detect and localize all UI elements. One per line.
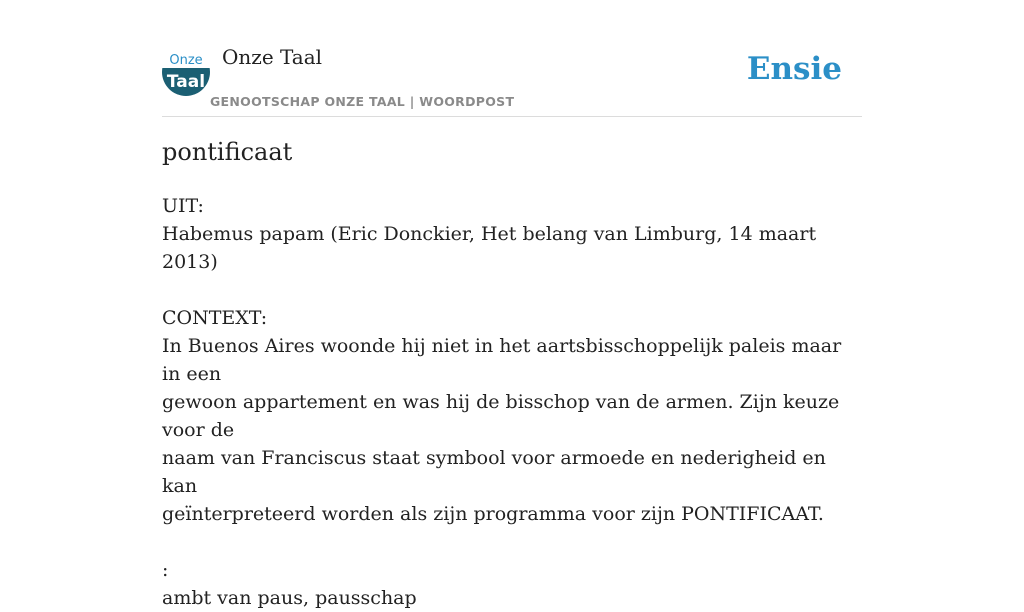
logo-text-bottom: Taal bbox=[166, 72, 206, 92]
context-label: CONTEXT: bbox=[162, 307, 268, 329]
entry-body bbox=[162, 192, 862, 612]
source-text: Habemus papam (Eric Donckier, Het belang van Limburg, 14 maart 2013) bbox=[162, 223, 817, 273]
entry-word: pontificaat bbox=[162, 138, 293, 166]
context-line: gewoon appartement en was hij de bisschop van de armen. Zijn keuze voor de bbox=[162, 391, 840, 441]
context-line: geïnterpreteerd worden als zijn programma voor zijn PONTIFICAAT. bbox=[162, 503, 824, 525]
site-name[interactable]: Onze Taal bbox=[222, 45, 323, 69]
definition-label: : bbox=[162, 559, 169, 581]
page bbox=[162, 0, 862, 609]
context-line: In Buenos Aires woonde hij niet in het aartsbisschoppelijk paleis maar in een bbox=[162, 335, 842, 385]
site-header bbox=[162, 0, 862, 117]
onze-taal-logo[interactable] bbox=[162, 48, 210, 96]
ensie-brand-logo[interactable]: Ensie bbox=[746, 51, 842, 87]
source-label: UIT: bbox=[162, 195, 204, 217]
context-line: naam van Franciscus staat symbool voor armoede en nederigheid en kan bbox=[162, 447, 826, 497]
site-tagline: GENOOTSCHAP ONZE TAAL | WOORDPOST bbox=[210, 94, 515, 109]
logo-text-top: Onze bbox=[169, 53, 203, 68]
definition-text: ambt van paus, pausschap bbox=[162, 587, 417, 609]
